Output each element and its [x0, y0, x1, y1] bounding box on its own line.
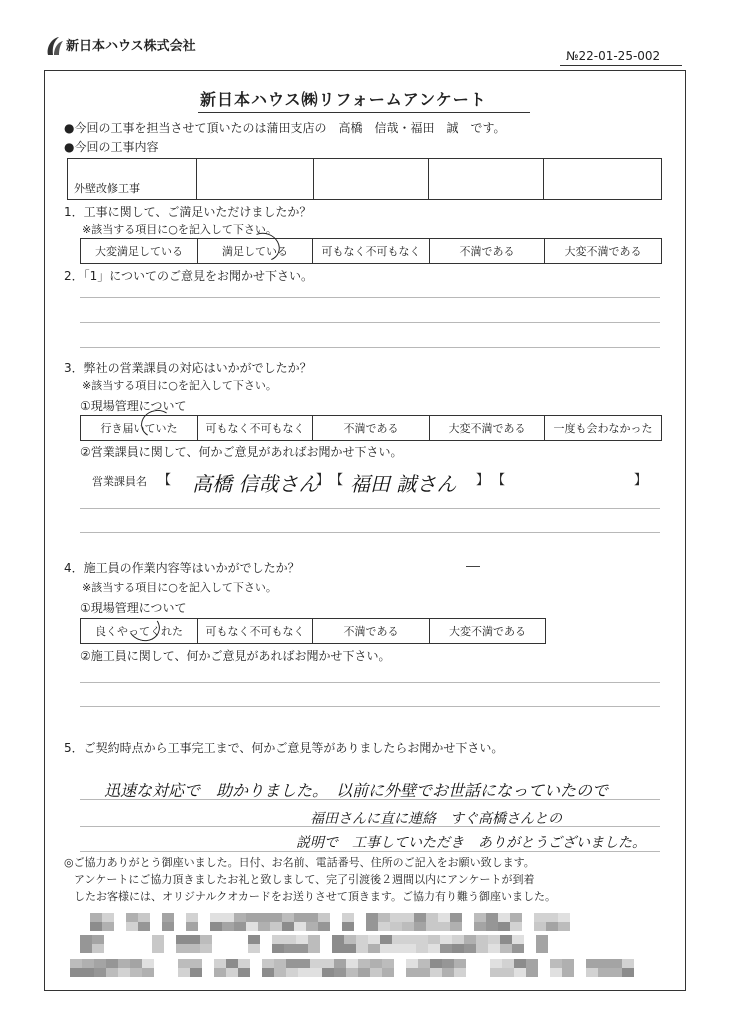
redaction-pixel	[486, 922, 498, 931]
redaction-pixel	[246, 922, 258, 931]
redaction-pixel	[380, 935, 392, 944]
redaction-pixel	[500, 935, 512, 944]
redaction-pixel	[186, 913, 198, 922]
redaction-pixel	[270, 922, 282, 931]
bracket-open: 【	[158, 473, 172, 488]
redaction-pixel	[138, 922, 150, 931]
redaction-pixel	[306, 922, 318, 931]
q5-answer-line-1: 迅速な対応で 助かりました。 以前に外壁でお世話になっていたので	[104, 781, 609, 800]
redaction-pixel	[562, 968, 574, 977]
title-underline	[198, 112, 530, 113]
redaction-pixel	[546, 922, 558, 931]
redaction-pixel	[430, 968, 442, 977]
redaction-pixel	[248, 935, 260, 944]
redaction-pixel	[186, 922, 198, 931]
redaction-pixel	[190, 968, 202, 977]
q4-note: ※該当する項目に○を記入して下さい。	[82, 581, 277, 594]
answer-line	[80, 706, 660, 707]
redaction-pixel	[210, 922, 222, 931]
redaction-pixel	[80, 935, 92, 944]
redaction-pixel	[430, 959, 442, 968]
redaction-pixel	[464, 944, 476, 953]
redaction-pixel	[190, 959, 202, 968]
doc-number-underline	[560, 65, 682, 66]
redaction-pixel	[502, 959, 514, 968]
footer-line: アンケートにご協力頂きましたお礼と致しまして、完了引渡後２週間以内にアンケートが到着	[74, 873, 535, 886]
logo-icon	[44, 35, 64, 57]
redaction-pixel	[188, 935, 200, 944]
redaction-pixel	[296, 935, 308, 944]
redaction-pixel	[486, 913, 498, 922]
redaction-pixel	[370, 968, 382, 977]
redaction-pixel	[152, 935, 164, 944]
redaction-pixel	[416, 944, 428, 953]
redaction-pixel	[610, 959, 622, 968]
redaction-pixel	[536, 935, 548, 944]
redaction-pixel	[126, 922, 138, 931]
redaction-pixel	[366, 922, 378, 931]
footer-line: したお客様には、オリジナルクオカードをお送りさせて頂きます。ご協力有り難う御座いました。	[74, 890, 557, 903]
staff-name-handwritten: 高橋 信哉さん	[192, 472, 319, 496]
redaction-pixel	[318, 913, 330, 922]
redaction-pixel	[178, 959, 190, 968]
work-content-table	[67, 158, 662, 200]
redaction-pixel	[378, 913, 390, 922]
redaction-pixel	[426, 913, 438, 922]
redaction-pixel	[92, 944, 104, 953]
redaction-pixel	[258, 913, 270, 922]
q3-question: 3．弊社の営業課員の対応はいかがでしたか？	[64, 361, 312, 375]
redaction-pixel	[392, 935, 404, 944]
redaction-pixel	[622, 959, 634, 968]
redaction-pixel	[258, 922, 270, 931]
redaction-pixel	[334, 968, 346, 977]
redaction-pixel	[426, 922, 438, 931]
answer-line	[80, 508, 660, 509]
redaction-pixel	[546, 913, 558, 922]
redaction-pixel	[498, 922, 510, 931]
redaction-pixel	[142, 968, 154, 977]
redaction-pixel	[200, 935, 212, 944]
divider	[428, 159, 429, 199]
redaction-pixel	[358, 959, 370, 968]
redaction-pixel	[310, 968, 322, 977]
divider	[313, 159, 314, 199]
redaction-pixel	[402, 913, 414, 922]
redaction-pixel	[226, 959, 238, 968]
redaction-pixel	[80, 944, 92, 953]
redaction-pixel	[558, 922, 570, 931]
redaction-pixel	[536, 944, 548, 953]
redaction-pixel	[558, 913, 570, 922]
answer-line	[80, 826, 660, 827]
redaction-pixel	[284, 944, 296, 953]
redaction-pixel	[404, 944, 416, 953]
redaction-pixel	[414, 913, 426, 922]
q3-option[interactable]: 一度も会わなかった	[553, 422, 653, 435]
redaction-pixel	[332, 944, 344, 953]
redaction-pixel	[406, 968, 418, 977]
redaction-pixel	[382, 959, 394, 968]
footer-line: ◎ご協力ありがとう御座いました。日付、お名前、電話番号、住所のご記入をお願い致します。	[64, 856, 535, 869]
redacted-customer-info	[70, 905, 670, 985]
redaction-pixel	[476, 935, 488, 944]
redaction-pixel	[438, 913, 450, 922]
redaction-pixel	[464, 935, 476, 944]
redaction-pixel	[234, 913, 246, 922]
redaction-pixel	[366, 913, 378, 922]
redaction-pixel	[344, 935, 356, 944]
redaction-pixel	[382, 968, 394, 977]
q5-answer-line-3: 説明で 工事していただき ありがとうございました。	[296, 835, 646, 851]
redaction-pixel	[270, 913, 282, 922]
bracket-close: 】	[316, 473, 330, 488]
redaction-pixel	[138, 913, 150, 922]
q3-sub2: ②営業課員に関して、何かご意見があればお聞かせ下さい。	[80, 445, 403, 459]
q4-option[interactable]: 大変不満である	[449, 625, 526, 638]
redaction-pixel	[454, 968, 466, 977]
redaction-pixel	[514, 959, 526, 968]
redaction-pixel	[490, 959, 502, 968]
redaction-pixel	[378, 922, 390, 931]
redaction-pixel	[294, 913, 306, 922]
redaction-pixel	[82, 959, 94, 968]
q1-note: ※該当する項目に○を記入して下さい。	[82, 223, 277, 236]
redaction-pixel	[598, 968, 610, 977]
redaction-pixel	[534, 913, 546, 922]
redaction-pixel	[370, 959, 382, 968]
q5-answer-line-2: 福田さんに直に連絡 すぐ高橋さんとの	[310, 811, 562, 827]
redaction-pixel	[282, 913, 294, 922]
redaction-pixel	[130, 968, 142, 977]
answer-line	[80, 297, 660, 298]
redaction-pixel	[274, 968, 286, 977]
q1-question: 1．工事に関して、ご満足いただけましたか？	[64, 205, 312, 219]
redaction-pixel	[334, 959, 346, 968]
bracket-open: 【	[492, 473, 506, 488]
redaction-pixel	[346, 959, 358, 968]
redaction-pixel	[262, 968, 274, 977]
q4-option[interactable]: 不満である	[343, 625, 399, 638]
redaction-pixel	[438, 922, 450, 931]
staff-name-label: 営業課員名	[92, 475, 147, 488]
redaction-pixel	[442, 968, 454, 977]
divider	[543, 159, 544, 199]
redaction-pixel	[440, 944, 452, 953]
redaction-pixel	[392, 944, 404, 953]
answer-line	[80, 532, 660, 533]
redaction-pixel	[222, 922, 234, 931]
redaction-pixel	[342, 922, 354, 931]
redaction-pixel	[332, 935, 344, 944]
redaction-pixel	[90, 922, 102, 931]
answer-line	[80, 682, 660, 683]
redaction-pixel	[210, 913, 222, 922]
redaction-pixel	[142, 959, 154, 968]
redaction-pixel	[380, 944, 392, 953]
redaction-pixel	[162, 913, 174, 922]
redaction-pixel	[126, 913, 138, 922]
redaction-pixel	[550, 959, 562, 968]
redaction-pixel	[510, 922, 522, 931]
redaction-pixel	[534, 922, 546, 931]
bracket-close: 】	[634, 473, 648, 488]
intro-text: ●今回の工事を担当させて頂いたのは蒲田支店の 高橋 信哉・福田 誠 です。	[64, 121, 506, 135]
redaction-pixel	[550, 968, 562, 977]
redaction-pixel	[322, 959, 334, 968]
redaction-pixel	[356, 944, 368, 953]
q4-sub1: ①現場管理について	[80, 601, 187, 615]
company-name: 新日本ハウス株式会社	[66, 39, 196, 54]
redaction-pixel	[512, 935, 524, 944]
answer-line	[80, 799, 660, 800]
q2-question: 2．「1」についてのご意見をお聞かせ下さい。	[64, 269, 314, 283]
redaction-pixel	[368, 944, 380, 953]
q3-sub1: ①現場管理について	[80, 399, 187, 413]
q1-option[interactable]: 不満である	[459, 245, 515, 258]
redaction-pixel	[474, 913, 486, 922]
q1-option[interactable]: 大変不満である	[564, 245, 642, 258]
redaction-pixel	[402, 922, 414, 931]
redaction-pixel	[622, 968, 634, 977]
redaction-pixel	[274, 959, 286, 968]
redaction-pixel	[162, 922, 174, 931]
staff-name-handwritten: 福田 誠さん	[350, 472, 457, 496]
redaction-pixel	[130, 959, 142, 968]
redaction-pixel	[452, 935, 464, 944]
redaction-pixel	[94, 968, 106, 977]
redaction-pixel	[610, 968, 622, 977]
q1-options-table	[80, 238, 662, 264]
redaction-pixel	[118, 968, 130, 977]
redaction-pixel	[498, 913, 510, 922]
q1-option[interactable]: 大変満足している	[95, 245, 183, 258]
redaction-pixel	[488, 935, 500, 944]
redaction-pixel	[322, 968, 334, 977]
redaction-pixel	[358, 968, 370, 977]
redaction-pixel	[514, 968, 526, 977]
redaction-pixel	[418, 968, 430, 977]
redaction-pixel	[474, 922, 486, 931]
redaction-pixel	[90, 913, 102, 922]
redaction-pixel	[222, 913, 234, 922]
redaction-pixel	[406, 959, 418, 968]
redaction-pixel	[308, 944, 320, 953]
bracket-close: 】	[476, 473, 490, 488]
redaction-pixel	[298, 968, 310, 977]
redaction-pixel	[342, 913, 354, 922]
redaction-pixel	[450, 913, 462, 922]
redaction-pixel	[308, 935, 320, 944]
q3-option[interactable]: 不満である	[343, 422, 399, 435]
redaction-pixel	[390, 922, 402, 931]
redaction-pixel	[454, 959, 466, 968]
redaction-pixel	[152, 944, 164, 953]
redaction-pixel	[404, 935, 416, 944]
redaction-pixel	[428, 935, 440, 944]
redaction-pixel	[526, 959, 538, 968]
redaction-pixel	[298, 959, 310, 968]
redaction-pixel	[510, 913, 522, 922]
redaction-pixel	[306, 913, 318, 922]
redaction-pixel	[282, 922, 294, 931]
redaction-pixel	[214, 968, 226, 977]
redaction-pixel	[272, 935, 284, 944]
bracket-open: 【	[330, 473, 344, 488]
form-title: 新日本ハウス㈱リフォームアンケート	[200, 90, 487, 109]
redaction-pixel	[226, 968, 238, 977]
redaction-pixel	[286, 959, 298, 968]
redaction-pixel	[476, 944, 488, 953]
redaction-pixel	[310, 959, 322, 968]
q1-option[interactable]: 可もなく不可もなく	[321, 245, 421, 258]
redaction-pixel	[414, 922, 426, 931]
answer-line	[80, 322, 660, 323]
q3-note: ※該当する項目に○を記入して下さい。	[82, 379, 277, 392]
redaction-pixel	[286, 968, 298, 977]
q4-option-selected[interactable]: 良くやってくれた	[95, 625, 183, 638]
redaction-pixel	[442, 959, 454, 968]
redaction-pixel	[416, 935, 428, 944]
redaction-pixel	[346, 968, 358, 977]
redaction-pixel	[102, 922, 114, 931]
redaction-pixel	[188, 944, 200, 953]
redaction-pixel	[428, 944, 440, 953]
q3-option[interactable]: 大変不満である	[448, 422, 526, 435]
q1-option-selected[interactable]: 満足している	[222, 245, 288, 258]
redaction-pixel	[176, 935, 188, 944]
redaction-pixel	[238, 959, 250, 968]
redaction-pixel	[502, 968, 514, 977]
redaction-pixel	[214, 959, 226, 968]
company-logo	[44, 35, 64, 57]
redaction-pixel	[272, 944, 284, 953]
q4-sub2: ②施工員に関して、何かご意見があればお聞かせ下さい。	[80, 649, 391, 663]
divider	[196, 159, 197, 199]
redaction-pixel	[234, 922, 246, 931]
redaction-pixel	[344, 944, 356, 953]
redaction-pixel	[262, 959, 274, 968]
redaction-pixel	[238, 968, 250, 977]
redaction-pixel	[284, 935, 296, 944]
redaction-pixel	[294, 922, 306, 931]
redaction-pixel	[526, 968, 538, 977]
redaction-pixel	[598, 959, 610, 968]
redaction-pixel	[70, 959, 82, 968]
redaction-pixel	[82, 968, 94, 977]
redaction-pixel	[512, 944, 524, 953]
redaction-pixel	[118, 959, 130, 968]
redaction-pixel	[70, 968, 82, 977]
redaction-pixel	[586, 968, 598, 977]
stray-mark	[466, 566, 480, 567]
redaction-pixel	[102, 913, 114, 922]
redaction-pixel	[200, 944, 212, 953]
redaction-pixel	[178, 968, 190, 977]
redaction-pixel	[418, 959, 430, 968]
redaction-pixel	[440, 935, 452, 944]
redaction-pixel	[296, 944, 308, 953]
work-content-value: 外壁改修工事	[74, 182, 140, 195]
redaction-pixel	[450, 922, 462, 931]
work-heading: ●今回の工事内容	[64, 140, 159, 154]
redaction-pixel	[248, 944, 260, 953]
redaction-pixel	[318, 922, 330, 931]
q5-question: 5．ご契約時点から工事完工まで、何かご意見等がありましたらお聞かせ下さい。	[64, 741, 504, 755]
redaction-pixel	[106, 959, 118, 968]
redaction-pixel	[92, 935, 104, 944]
redaction-pixel	[390, 913, 402, 922]
q3-option[interactable]: 可もなく不可もなく	[205, 422, 305, 435]
redaction-pixel	[488, 944, 500, 953]
redaction-pixel	[586, 959, 598, 968]
redaction-pixel	[562, 959, 574, 968]
document-number: №22-01-25-002	[566, 49, 661, 63]
answer-line	[80, 851, 660, 852]
q4-question: 4．施工員の作業内容等はいかがでしたか？	[64, 561, 300, 575]
redaction-pixel	[452, 944, 464, 953]
redaction-pixel	[490, 968, 502, 977]
q3-option-selected[interactable]: 行き届いていた	[100, 422, 178, 435]
redaction-pixel	[94, 959, 106, 968]
redaction-pixel	[356, 935, 368, 944]
redaction-pixel	[106, 968, 118, 977]
redaction-pixel	[368, 935, 380, 944]
answer-line	[80, 347, 660, 348]
q4-option[interactable]: 可もなく不可もなく	[205, 625, 305, 638]
redaction-pixel	[246, 913, 258, 922]
redaction-pixel	[176, 944, 188, 953]
redaction-pixel	[500, 944, 512, 953]
